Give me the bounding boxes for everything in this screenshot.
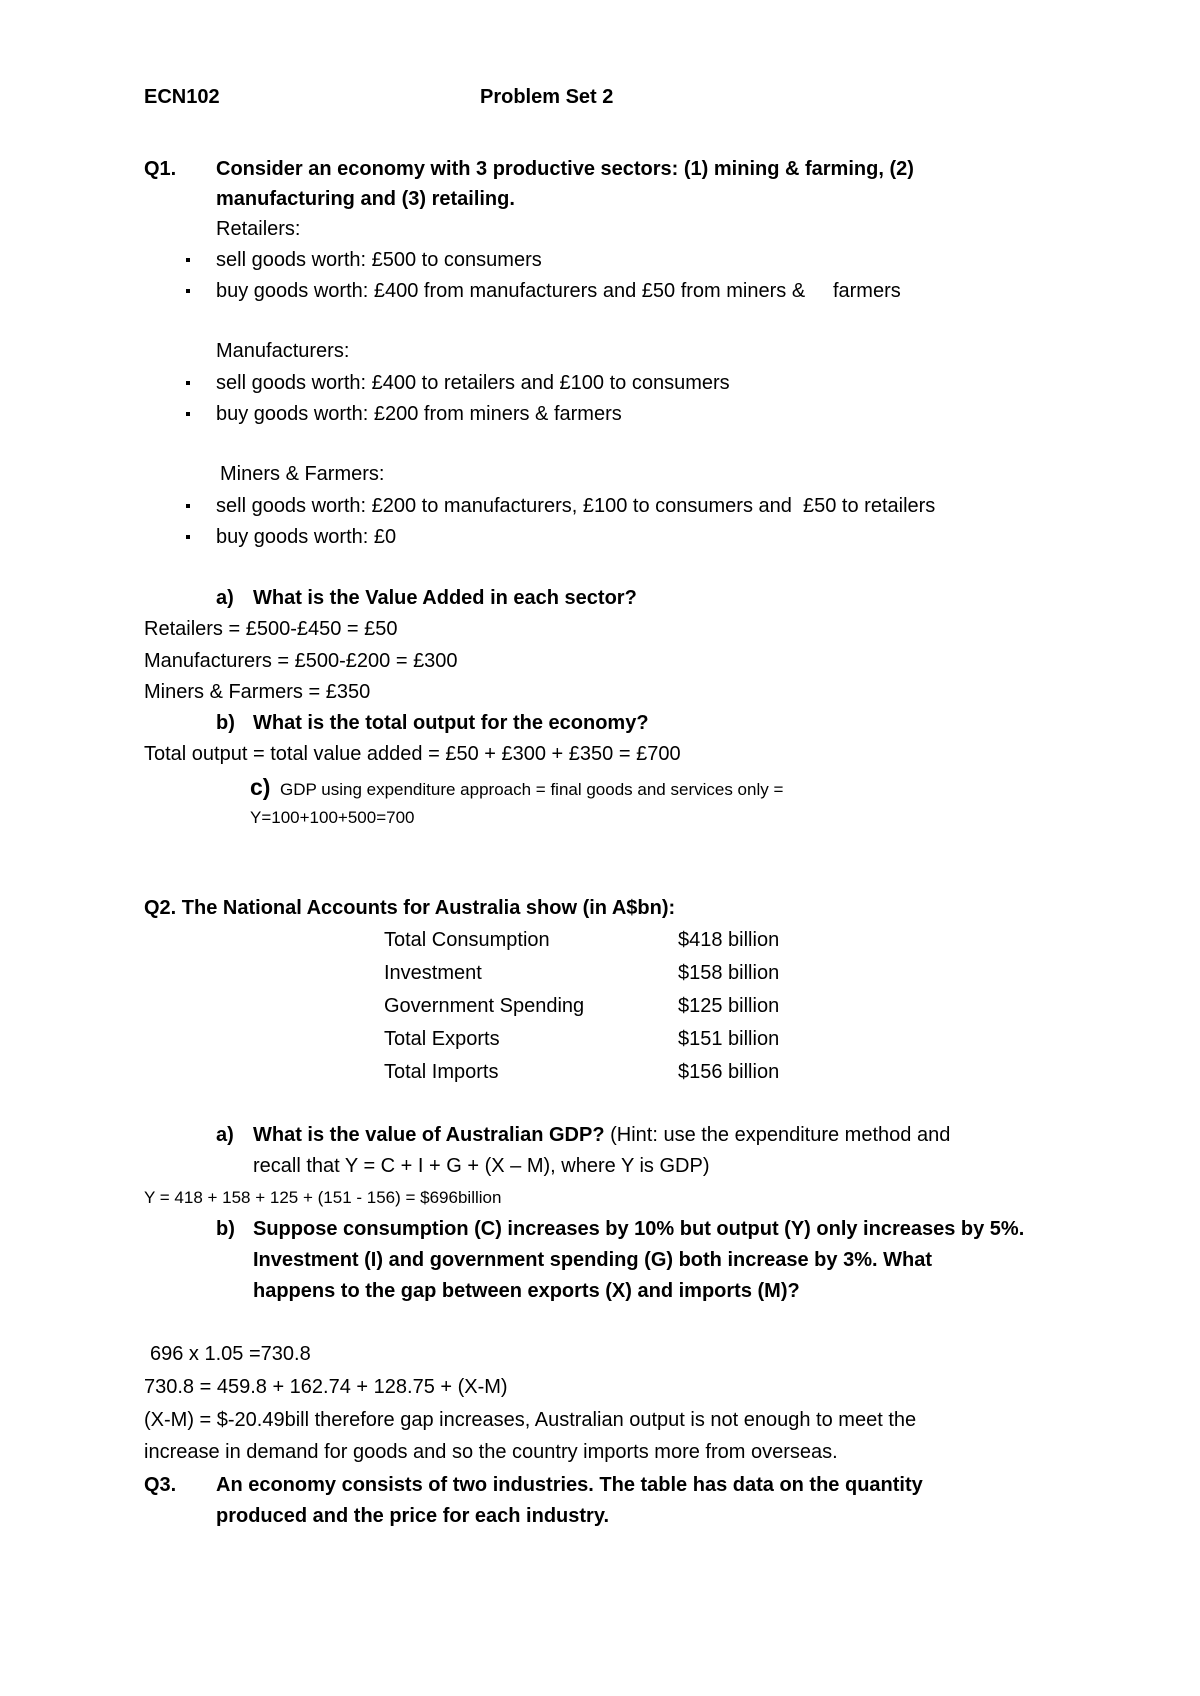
q2b-question-line-1: Suppose consumption (C) increases by 10% but output (Y) only increases by 5%. <box>253 1218 1025 1240</box>
q3-prompt-line-1: An economy consists of two industries. The table has data on the quantity <box>216 1474 923 1496</box>
q2a-hint: (Hint: use the expenditure method and <box>604 1124 951 1146</box>
q1b-label: b) <box>216 712 235 734</box>
bullet <box>186 535 190 539</box>
retailers-bullet-1: sell goods worth: £500 to consumers <box>216 249 542 271</box>
q2b-answer-2: 730.8 = 459.8 + 162.74 + 128.75 + (X-M) <box>144 1376 508 1398</box>
bullet <box>186 504 190 508</box>
manufacturers-heading: Manufacturers: <box>216 340 350 362</box>
q1-number: Q1. <box>144 158 177 180</box>
q1a-answer-3: Miners & Farmers = £350 <box>144 681 371 703</box>
q1a-label: a) <box>216 587 234 609</box>
q2b-label: b) <box>216 1218 235 1240</box>
table-value: $125 billion <box>678 995 780 1017</box>
q2a-line-1 <box>253 1121 950 1149</box>
retailers-heading: Retailers: <box>216 218 301 240</box>
q2a-hint-line-2: recall that Y = C + I + G + (X – M), where Y is GDP) <box>253 1155 710 1177</box>
miners-bullet-1: sell goods worth: £200 to manufacturers, £100 to consumers and £50 to retailers <box>216 495 936 517</box>
table-value: $158 billion <box>678 962 780 984</box>
q2-heading: Q2. The National Accounts for Australia show (in A$bn): <box>144 897 676 919</box>
q2a-label: a) <box>216 1124 234 1146</box>
page-title: Problem Set 2 <box>480 86 614 108</box>
table-item: Total Consumption <box>384 929 550 951</box>
q2a-answer: Y = 418 + 158 + 125 + (151 - 156) = $696billion <box>144 1188 502 1207</box>
q1c-formula: Y=100+100+500=700 <box>250 808 415 827</box>
manufacturers-bullet-1: sell goods worth: £400 to retailers and £100 to consumers <box>216 372 730 394</box>
q3-prompt-line-2: produced and the price for each industry. <box>216 1505 610 1527</box>
q2a-question: What is the value of Australian GDP? <box>253 1124 605 1146</box>
q1-prompt-line-1: Consider an economy with 3 productive sectors: (1) mining & farming, (2) <box>216 158 914 180</box>
table-value: $151 billion <box>678 1028 780 1050</box>
q1a-question: What is the Value Added in each sector? <box>253 587 637 609</box>
q3-number: Q3. <box>144 1474 177 1496</box>
bullet <box>186 258 190 262</box>
table-item: Government Spending <box>384 995 585 1017</box>
q2b-answer-4: increase in demand for goods and so the country imports more from overseas. <box>144 1441 838 1463</box>
table-value: $418 billion <box>678 929 780 951</box>
bullet <box>186 381 190 385</box>
bullet <box>186 412 190 416</box>
q1c-label: c) <box>250 774 271 800</box>
q2b-question-line-2: Investment (I) and government spending (G) both increase by 3%. What <box>253 1249 932 1271</box>
q1a-answer-2: Manufacturers = £500-£200 = £300 <box>144 650 458 672</box>
table-value: $156 billion <box>678 1061 780 1083</box>
q1-prompt-line-2: manufacturing and (3) retailing. <box>216 188 515 210</box>
q1a-answer-1: Retailers = £500-£450 = £50 <box>144 618 398 640</box>
retailers-bullet-2: buy goods worth: £400 from manufacturers and £50 from miners & farmers <box>216 280 901 302</box>
table-item: Investment <box>384 962 482 984</box>
table-item: Total Imports <box>384 1061 499 1083</box>
bullet <box>186 289 190 293</box>
table-item: Total Exports <box>384 1028 500 1050</box>
manufacturers-bullet-2: buy goods worth: £200 from miners & farmers <box>216 403 622 425</box>
q1b-question: What is the total output for the economy? <box>253 712 649 734</box>
miners-heading: Miners & Farmers: <box>220 463 385 485</box>
q1b-answer: Total output = total value added = £50 + £300 + £350 = £700 <box>144 743 681 765</box>
course-code: ECN102 <box>144 86 220 108</box>
q2b-question-line-3: happens to the gap between exports (X) and imports (M)? <box>253 1280 800 1302</box>
miners-bullet-2: buy goods worth: £0 <box>216 526 397 548</box>
q2b-answer-3: (X-M) = $-20.49bill therefore gap increases, Australian output is not enough to meet the <box>144 1409 917 1431</box>
q1c-text: GDP using expenditure approach = final goods and services only = <box>280 780 784 799</box>
q2b-answer-1: 696 x 1.05 =730.8 <box>150 1343 311 1365</box>
